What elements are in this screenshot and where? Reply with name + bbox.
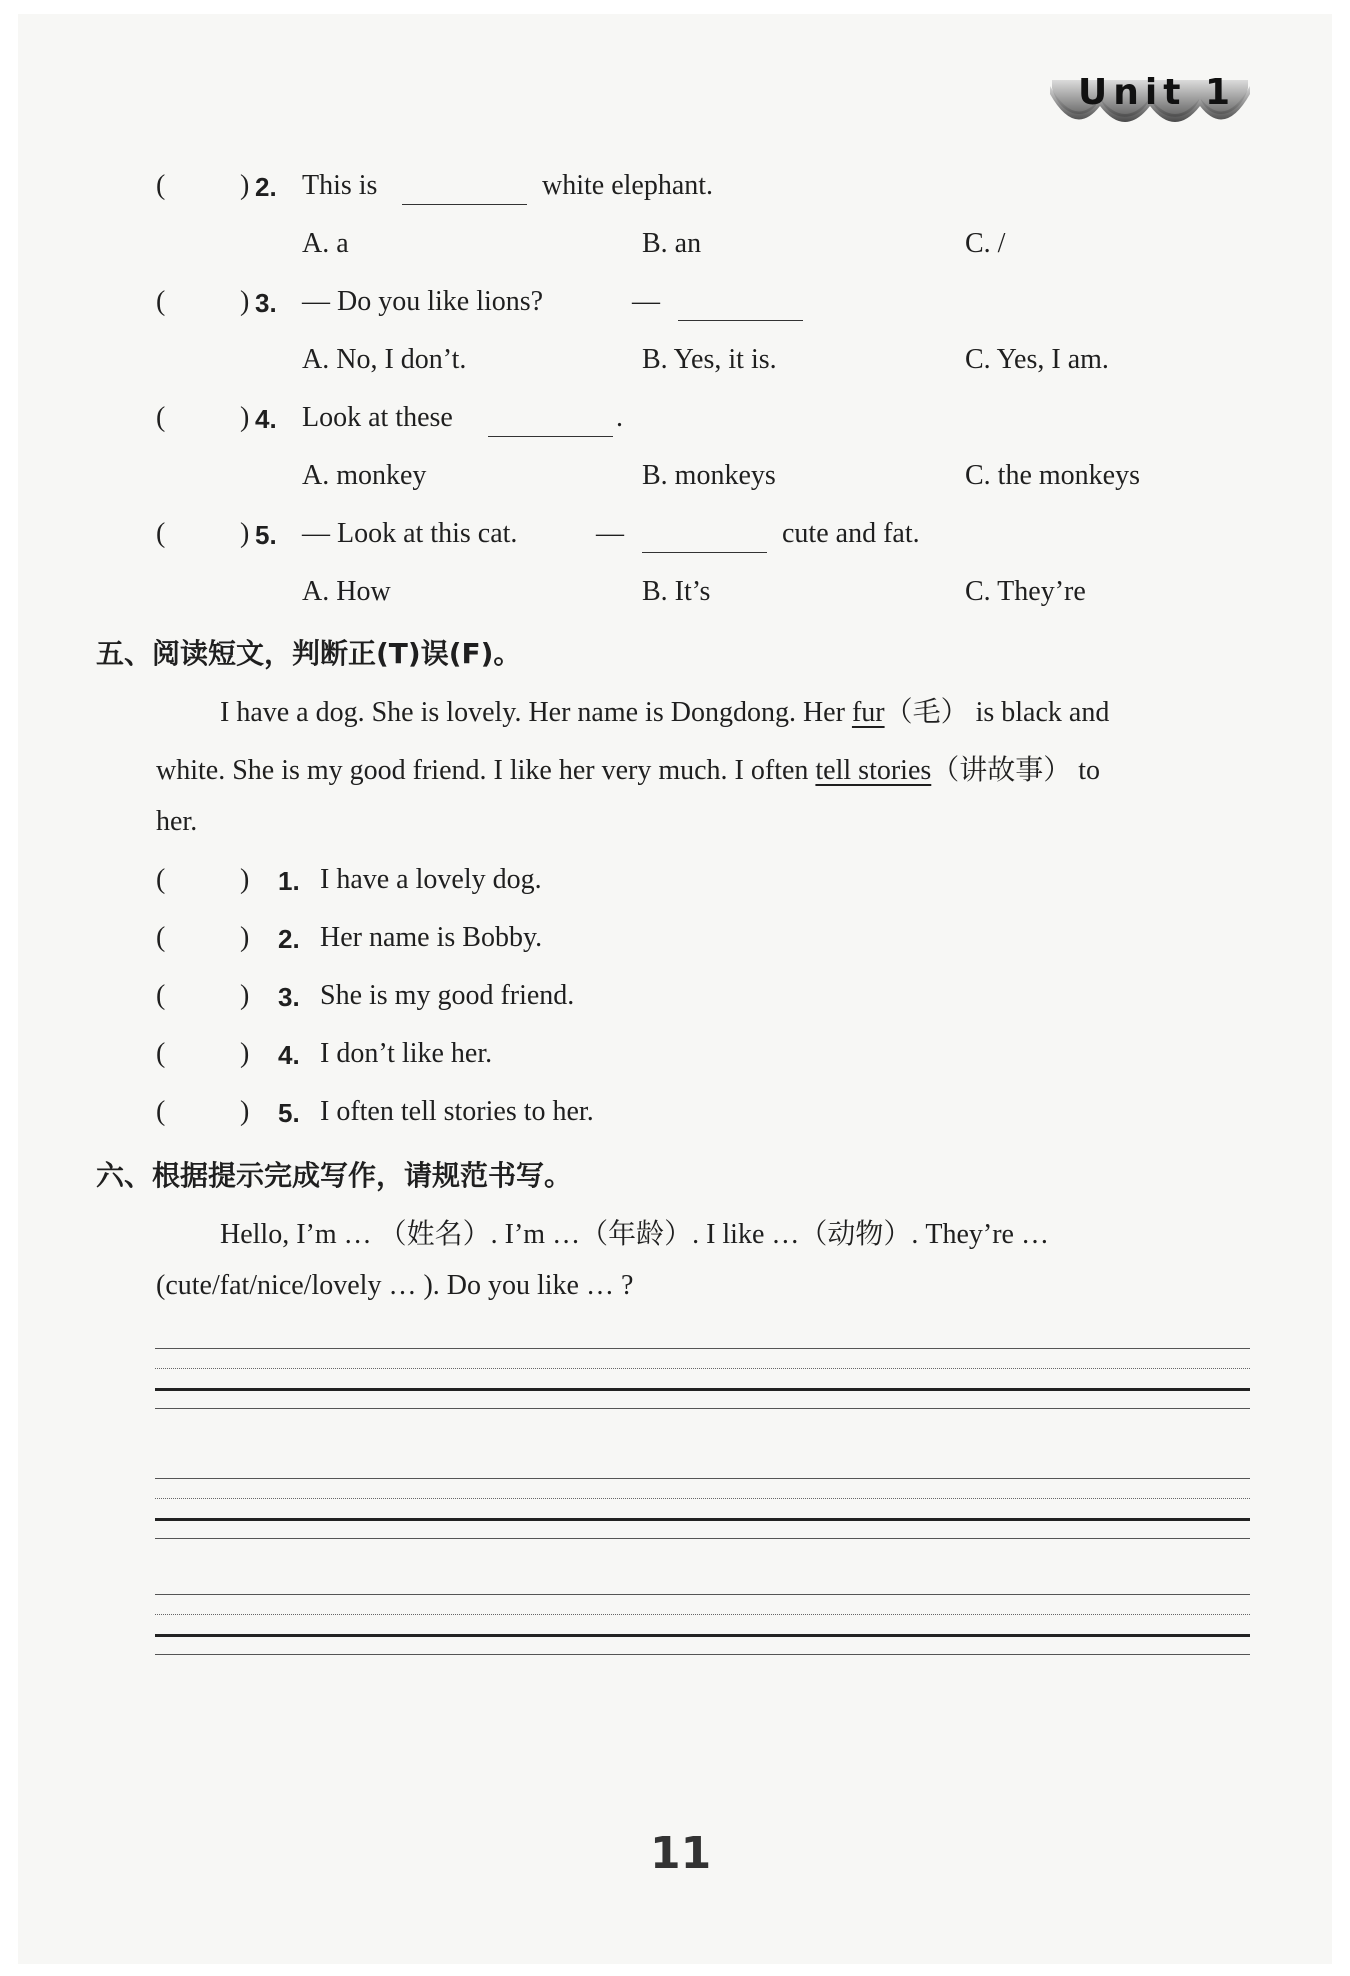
fill-blank[interactable] (642, 524, 767, 553)
worksheet-page (18, 14, 1332, 1964)
answer-paren-open[interactable]: ( (156, 922, 166, 953)
writing-prompt-line-2: (cute/fat/nice/lovely … ). Do you like … ? (156, 1270, 634, 1301)
option-a: A. monkey (302, 460, 427, 491)
guide-line (155, 1498, 1250, 1499)
guide-line (155, 1348, 1250, 1349)
passage-text: I have a dog. She is lovely. Her name is Dongdong. Her (220, 697, 852, 728)
answer-paren-close: ) (240, 1038, 250, 1069)
guide-line (155, 1614, 1250, 1615)
option-a: A. How (302, 576, 391, 607)
answer-paren-close: ) (240, 518, 250, 549)
writing-prompt-line-1: Hello, I’m … （姓名）. I’m …（年龄）. I like …（动物）. They’re … (220, 1219, 1049, 1250)
section-6-heading: 六、根据提示完成写作，请规范书写。 (96, 1159, 573, 1192)
unit-label: Unit 1 (1078, 72, 1236, 113)
fill-blank[interactable] (678, 292, 803, 321)
statement: Her name is Bobby. (320, 922, 543, 953)
answer-paren-close: ) (240, 864, 250, 895)
answer-paren-open[interactable]: ( (156, 170, 166, 201)
statement: I have a lovely dog. (320, 864, 542, 895)
reply-dash: — (596, 518, 624, 549)
guide-line (155, 1594, 1250, 1595)
passage-text: （讲故事） to (931, 755, 1101, 786)
page-number: 11 (650, 1828, 712, 1879)
statement: She is my good friend. (320, 980, 575, 1011)
question-stem: — Do you like lions? (302, 286, 544, 317)
baseline (155, 1634, 1250, 1637)
answer-paren-close: ) (240, 402, 250, 433)
vocab-underlined: fur (851, 697, 885, 728)
reply-dash: — (632, 286, 660, 317)
guide-line (155, 1368, 1250, 1369)
question-number: 5. (255, 520, 277, 550)
passage-text: white. She is my good friend. I like her very much. I often (156, 755, 816, 786)
option-c: C. / (965, 228, 1006, 259)
question-stem-end: . (616, 402, 623, 433)
answer-paren-close: ) (240, 922, 250, 953)
statement: I often tell stories to her. (320, 1096, 594, 1127)
item-number: 1. (278, 866, 300, 896)
section-5-heading: 五、阅读短文，判断正(T)误(F)。 (96, 637, 522, 670)
option-c: C. They’re (965, 576, 1086, 607)
answer-paren-open[interactable]: ( (156, 402, 166, 433)
option-b: B. an (642, 228, 702, 259)
item-number: 4. (278, 1040, 300, 1070)
answer-paren-close: ) (240, 980, 250, 1011)
option-b: B. It’s (642, 576, 711, 607)
answer-paren-open[interactable]: ( (156, 864, 166, 895)
question-number: 2. (255, 172, 277, 202)
guide-line (155, 1654, 1250, 1655)
option-c: C. Yes, I am. (965, 344, 1109, 375)
question-stem: Look at these (302, 402, 453, 433)
fill-blank[interactable] (488, 408, 613, 437)
passage-line-1 (220, 690, 1109, 730)
answer-paren-open[interactable]: ( (156, 1038, 166, 1069)
answer-paren-close: ) (240, 1096, 250, 1127)
statement: I don’t like her. (320, 1038, 493, 1069)
question-stem: — Look at this cat. (302, 518, 518, 549)
answer-paren-open[interactable]: ( (156, 518, 166, 549)
question-stem-end: cute and fat. (782, 518, 920, 549)
answer-paren-close: ) (240, 286, 250, 317)
vocab-underlined: tell stories (815, 755, 932, 786)
question-number: 4. (255, 404, 277, 434)
option-a: A. a (302, 228, 349, 259)
question-stem-end: white elephant. (542, 170, 714, 201)
fill-blank[interactable] (402, 176, 527, 205)
guide-line (155, 1478, 1250, 1479)
passage-line-3: her. (156, 806, 198, 837)
answer-paren-close: ) (240, 170, 250, 201)
answer-paren-open[interactable]: ( (156, 1096, 166, 1127)
item-number: 2. (278, 924, 300, 954)
passage-line-2 (156, 748, 1100, 788)
option-b: B. monkeys (642, 460, 776, 491)
question-stem: This is (302, 170, 378, 201)
baseline (155, 1518, 1250, 1521)
option-b: B. Yes, it is. (642, 344, 777, 375)
answer-paren-open[interactable]: ( (156, 286, 166, 317)
question-number: 3. (255, 288, 277, 318)
option-c: C. the monkeys (965, 460, 1140, 491)
item-number: 5. (278, 1098, 300, 1128)
item-number: 3. (278, 982, 300, 1012)
option-a: A. No, I don’t. (302, 344, 467, 375)
answer-paren-open[interactable]: ( (156, 980, 166, 1011)
guide-line (155, 1408, 1250, 1409)
guide-line (155, 1538, 1250, 1539)
passage-text: （毛） is black and (884, 697, 1110, 728)
baseline (155, 1388, 1250, 1391)
